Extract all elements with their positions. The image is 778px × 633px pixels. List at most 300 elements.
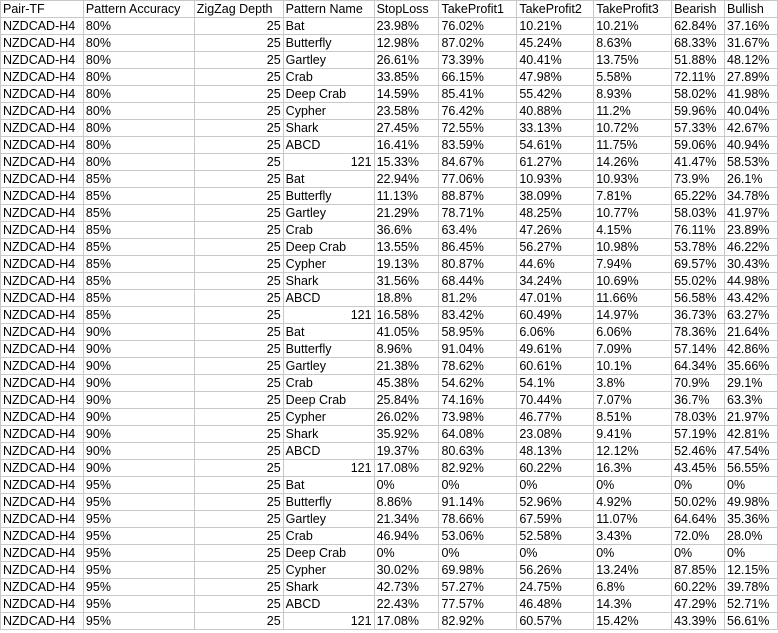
cell-bullish[interactable]: 28.0% (725, 528, 778, 545)
cell-bearish[interactable]: 51.88% (672, 52, 725, 69)
cell-takeprofit3[interactable]: 13.24% (594, 562, 672, 579)
cell-pair-tf[interactable]: NZDCAD-H4 (1, 290, 84, 307)
cell-pattern-name[interactable]: Cypher (283, 409, 374, 426)
cell-takeprofit2[interactable]: 40.88% (517, 103, 594, 120)
cell-pattern-accuracy[interactable]: 80% (83, 52, 194, 69)
cell-takeprofit3[interactable]: 6.06% (594, 324, 672, 341)
cell-zigzag-depth[interactable]: 25 (194, 120, 283, 137)
cell-takeprofit3[interactable]: 4.92% (594, 494, 672, 511)
cell-pattern-name[interactable]: Cypher (283, 103, 374, 120)
cell-zigzag-depth[interactable]: 25 (194, 596, 283, 613)
cell-zigzag-depth[interactable]: 25 (194, 154, 283, 171)
cell-pair-tf[interactable]: NZDCAD-H4 (1, 171, 84, 188)
cell-stoploss[interactable]: 46.94% (374, 528, 439, 545)
cell-takeprofit1[interactable]: 57.27% (439, 579, 517, 596)
cell-takeprofit3[interactable]: 7.81% (594, 188, 672, 205)
cell-pattern-name[interactable]: Bat (283, 171, 374, 188)
cell-takeprofit1[interactable]: 58.95% (439, 324, 517, 341)
cell-bearish[interactable]: 55.02% (672, 273, 725, 290)
cell-takeprofit2[interactable]: 56.27% (517, 239, 594, 256)
cell-stoploss[interactable]: 22.43% (374, 596, 439, 613)
cell-pattern-name[interactable]: Deep Crab (283, 545, 374, 562)
cell-takeprofit1[interactable]: 78.66% (439, 511, 517, 528)
cell-takeprofit3[interactable]: 13.75% (594, 52, 672, 69)
cell-pattern-accuracy[interactable]: 90% (83, 392, 194, 409)
cell-pattern-accuracy[interactable]: 85% (83, 273, 194, 290)
cell-pattern-accuracy[interactable]: 95% (83, 562, 194, 579)
cell-takeprofit2[interactable]: 54.1% (517, 375, 594, 392)
cell-pair-tf[interactable]: NZDCAD-H4 (1, 494, 84, 511)
cell-pattern-name[interactable]: Butterfly (283, 341, 374, 358)
cell-stoploss[interactable]: 23.58% (374, 103, 439, 120)
cell-takeprofit1[interactable]: 63.4% (439, 222, 517, 239)
cell-zigzag-depth[interactable]: 25 (194, 222, 283, 239)
cell-bearish[interactable]: 70.9% (672, 375, 725, 392)
cell-stoploss[interactable]: 11.13% (374, 188, 439, 205)
column-header-pattern-name[interactable]: Pattern Name (283, 1, 374, 18)
cell-takeprofit3[interactable]: 10.21% (594, 18, 672, 35)
cell-stoploss[interactable]: 23.98% (374, 18, 439, 35)
cell-pair-tf[interactable]: NZDCAD-H4 (1, 86, 84, 103)
cell-pattern-name[interactable]: Bat (283, 18, 374, 35)
cell-pattern-accuracy[interactable]: 90% (83, 341, 194, 358)
cell-bearish[interactable]: 57.14% (672, 341, 725, 358)
cell-bearish[interactable]: 78.36% (672, 324, 725, 341)
cell-bullish[interactable]: 29.1% (725, 375, 778, 392)
cell-pattern-name[interactable]: Cypher (283, 562, 374, 579)
cell-pattern-name[interactable]: ABCD (283, 290, 374, 307)
cell-takeprofit2[interactable]: 47.26% (517, 222, 594, 239)
cell-zigzag-depth[interactable]: 25 (194, 103, 283, 120)
cell-pattern-accuracy[interactable]: 85% (83, 307, 194, 324)
cell-zigzag-depth[interactable]: 25 (194, 477, 283, 494)
cell-takeprofit3[interactable]: 3.43% (594, 528, 672, 545)
cell-pattern-accuracy[interactable]: 85% (83, 222, 194, 239)
cell-takeprofit2[interactable]: 38.09% (517, 188, 594, 205)
cell-stoploss[interactable]: 8.96% (374, 341, 439, 358)
cell-bearish[interactable]: 52.46% (672, 443, 725, 460)
cell-zigzag-depth[interactable]: 25 (194, 528, 283, 545)
cell-pattern-name[interactable]: Shark (283, 579, 374, 596)
cell-takeprofit1[interactable]: 88.87% (439, 188, 517, 205)
cell-takeprofit1[interactable]: 73.98% (439, 409, 517, 426)
cell-bullish[interactable]: 63.27% (725, 307, 778, 324)
cell-pattern-name[interactable]: Gartley (283, 511, 374, 528)
column-header-stoploss[interactable]: StopLoss (374, 1, 439, 18)
cell-pair-tf[interactable]: NZDCAD-H4 (1, 256, 84, 273)
cell-stoploss[interactable]: 0% (374, 477, 439, 494)
cell-takeprofit1[interactable]: 85.41% (439, 86, 517, 103)
cell-bearish[interactable]: 72.11% (672, 69, 725, 86)
cell-pattern-accuracy[interactable]: 90% (83, 443, 194, 460)
cell-bearish[interactable]: 73.9% (672, 171, 725, 188)
cell-bearish[interactable]: 58.03% (672, 205, 725, 222)
cell-stoploss[interactable]: 15.33% (374, 154, 439, 171)
cell-bullish[interactable]: 39.78% (725, 579, 778, 596)
column-header-takeprofit1[interactable]: TakeProfit1 (439, 1, 517, 18)
cell-zigzag-depth[interactable]: 25 (194, 307, 283, 324)
cell-stoploss[interactable]: 45.38% (374, 375, 439, 392)
cell-bearish[interactable]: 87.85% (672, 562, 725, 579)
cell-takeprofit3[interactable]: 14.97% (594, 307, 672, 324)
cell-pair-tf[interactable]: NZDCAD-H4 (1, 443, 84, 460)
cell-pair-tf[interactable]: NZDCAD-H4 (1, 222, 84, 239)
cell-stoploss[interactable]: 21.38% (374, 358, 439, 375)
cell-stoploss[interactable]: 13.55% (374, 239, 439, 256)
cell-stoploss[interactable]: 41.05% (374, 324, 439, 341)
cell-bullish[interactable]: 0% (725, 545, 778, 562)
cell-takeprofit2[interactable]: 6.06% (517, 324, 594, 341)
cell-zigzag-depth[interactable]: 25 (194, 392, 283, 409)
cell-takeprofit1[interactable]: 74.16% (439, 392, 517, 409)
cell-takeprofit2[interactable]: 52.58% (517, 528, 594, 545)
cell-bullish[interactable]: 41.97% (725, 205, 778, 222)
cell-stoploss[interactable]: 16.58% (374, 307, 439, 324)
cell-takeprofit3[interactable]: 3.8% (594, 375, 672, 392)
cell-pattern-name[interactable]: Crab (283, 375, 374, 392)
cell-stoploss[interactable]: 35.92% (374, 426, 439, 443)
cell-takeprofit3[interactable]: 11.66% (594, 290, 672, 307)
cell-bearish[interactable]: 69.57% (672, 256, 725, 273)
cell-takeprofit2[interactable]: 40.41% (517, 52, 594, 69)
cell-takeprofit2[interactable]: 45.24% (517, 35, 594, 52)
cell-bearish[interactable]: 64.64% (672, 511, 725, 528)
cell-takeprofit3[interactable]: 10.69% (594, 273, 672, 290)
cell-stoploss[interactable]: 25.84% (374, 392, 439, 409)
cell-zigzag-depth[interactable]: 25 (194, 443, 283, 460)
cell-zigzag-depth[interactable]: 25 (194, 205, 283, 222)
cell-takeprofit2[interactable]: 34.24% (517, 273, 594, 290)
cell-takeprofit3[interactable]: 5.58% (594, 69, 672, 86)
cell-zigzag-depth[interactable]: 25 (194, 460, 283, 477)
cell-zigzag-depth[interactable]: 25 (194, 86, 283, 103)
cell-stoploss[interactable]: 26.02% (374, 409, 439, 426)
cell-takeprofit2[interactable]: 48.25% (517, 205, 594, 222)
cell-pair-tf[interactable]: NZDCAD-H4 (1, 409, 84, 426)
cell-bullish[interactable]: 40.94% (725, 137, 778, 154)
cell-takeprofit3[interactable]: 10.77% (594, 205, 672, 222)
cell-pair-tf[interactable]: NZDCAD-H4 (1, 137, 84, 154)
cell-pattern-accuracy[interactable]: 85% (83, 188, 194, 205)
cell-pattern-name[interactable]: 121 (283, 307, 374, 324)
cell-zigzag-depth[interactable]: 25 (194, 171, 283, 188)
cell-pair-tf[interactable]: NZDCAD-H4 (1, 52, 84, 69)
cell-bullish[interactable]: 46.22% (725, 239, 778, 256)
cell-bullish[interactable]: 37.16% (725, 18, 778, 35)
cell-pattern-name[interactable]: Shark (283, 426, 374, 443)
cell-bullish[interactable]: 49.98% (725, 494, 778, 511)
cell-pair-tf[interactable]: NZDCAD-H4 (1, 596, 84, 613)
cell-takeprofit1[interactable]: 81.2% (439, 290, 517, 307)
cell-takeprofit1[interactable]: 83.59% (439, 137, 517, 154)
cell-takeprofit1[interactable]: 0% (439, 545, 517, 562)
cell-zigzag-depth[interactable]: 25 (194, 375, 283, 392)
cell-bearish[interactable]: 59.96% (672, 103, 725, 120)
cell-pattern-accuracy[interactable]: 80% (83, 154, 194, 171)
cell-takeprofit2[interactable]: 10.21% (517, 18, 594, 35)
cell-pattern-name[interactable]: Shark (283, 120, 374, 137)
cell-zigzag-depth[interactable]: 25 (194, 545, 283, 562)
cell-zigzag-depth[interactable]: 25 (194, 358, 283, 375)
cell-stoploss[interactable]: 8.86% (374, 494, 439, 511)
cell-bullish[interactable]: 26.1% (725, 171, 778, 188)
cell-takeprofit1[interactable]: 80.87% (439, 256, 517, 273)
cell-takeprofit1[interactable]: 83.42% (439, 307, 517, 324)
cell-bearish[interactable]: 0% (672, 477, 725, 494)
cell-pattern-name[interactable]: Bat (283, 477, 374, 494)
cell-pattern-name[interactable]: 121 (283, 613, 374, 630)
cell-takeprofit3[interactable]: 8.93% (594, 86, 672, 103)
cell-pair-tf[interactable]: NZDCAD-H4 (1, 324, 84, 341)
cell-takeprofit1[interactable]: 76.02% (439, 18, 517, 35)
cell-bearish[interactable]: 78.03% (672, 409, 725, 426)
cell-bullish[interactable]: 56.61% (725, 613, 778, 630)
cell-bullish[interactable]: 34.78% (725, 188, 778, 205)
cell-pair-tf[interactable]: NZDCAD-H4 (1, 545, 84, 562)
cell-pair-tf[interactable]: NZDCAD-H4 (1, 613, 84, 630)
cell-zigzag-depth[interactable]: 25 (194, 35, 283, 52)
cell-bearish[interactable]: 56.58% (672, 290, 725, 307)
cell-pattern-accuracy[interactable]: 80% (83, 86, 194, 103)
cell-takeprofit3[interactable]: 15.42% (594, 613, 672, 630)
cell-pattern-accuracy[interactable]: 85% (83, 290, 194, 307)
cell-takeprofit3[interactable]: 14.3% (594, 596, 672, 613)
cell-stoploss[interactable]: 14.59% (374, 86, 439, 103)
cell-takeprofit2[interactable]: 46.77% (517, 409, 594, 426)
cell-pair-tf[interactable]: NZDCAD-H4 (1, 511, 84, 528)
cell-pattern-name[interactable]: Deep Crab (283, 239, 374, 256)
cell-pattern-name[interactable]: Crab (283, 222, 374, 239)
cell-pattern-accuracy[interactable]: 90% (83, 460, 194, 477)
cell-stoploss[interactable]: 27.45% (374, 120, 439, 137)
cell-pattern-accuracy[interactable]: 80% (83, 18, 194, 35)
cell-zigzag-depth[interactable]: 25 (194, 69, 283, 86)
cell-pattern-name[interactable]: Butterfly (283, 494, 374, 511)
cell-takeprofit2[interactable]: 61.27% (517, 154, 594, 171)
cell-takeprofit3[interactable]: 6.8% (594, 579, 672, 596)
cell-takeprofit1[interactable]: 86.45% (439, 239, 517, 256)
cell-bullish[interactable]: 35.66% (725, 358, 778, 375)
cell-pair-tf[interactable]: NZDCAD-H4 (1, 18, 84, 35)
cell-takeprofit1[interactable]: 82.92% (439, 613, 517, 630)
cell-takeprofit3[interactable]: 8.63% (594, 35, 672, 52)
column-header-bearish[interactable]: Bearish (672, 1, 725, 18)
cell-pair-tf[interactable]: NZDCAD-H4 (1, 205, 84, 222)
cell-pair-tf[interactable]: NZDCAD-H4 (1, 188, 84, 205)
cell-takeprofit2[interactable]: 10.93% (517, 171, 594, 188)
cell-bullish[interactable]: 31.67% (725, 35, 778, 52)
cell-takeprofit2[interactable]: 0% (517, 477, 594, 494)
cell-pair-tf[interactable]: NZDCAD-H4 (1, 392, 84, 409)
cell-stoploss[interactable]: 17.08% (374, 613, 439, 630)
cell-bearish[interactable]: 57.33% (672, 120, 725, 137)
cell-pattern-name[interactable]: ABCD (283, 443, 374, 460)
cell-takeprofit3[interactable]: 0% (594, 545, 672, 562)
cell-pattern-name[interactable]: Gartley (283, 205, 374, 222)
cell-bullish[interactable]: 35.36% (725, 511, 778, 528)
cell-zigzag-depth[interactable]: 25 (194, 256, 283, 273)
cell-pattern-accuracy[interactable]: 90% (83, 324, 194, 341)
cell-takeprofit1[interactable]: 77.06% (439, 171, 517, 188)
cell-pattern-accuracy[interactable]: 85% (83, 256, 194, 273)
column-header-takeprofit2[interactable]: TakeProfit2 (517, 1, 594, 18)
cell-takeprofit3[interactable]: 11.2% (594, 103, 672, 120)
cell-takeprofit3[interactable]: 10.1% (594, 358, 672, 375)
cell-takeprofit1[interactable]: 66.15% (439, 69, 517, 86)
cell-pattern-accuracy[interactable]: 95% (83, 579, 194, 596)
cell-takeprofit1[interactable]: 87.02% (439, 35, 517, 52)
cell-bearish[interactable]: 43.45% (672, 460, 725, 477)
cell-bearish[interactable]: 50.02% (672, 494, 725, 511)
cell-pair-tf[interactable]: NZDCAD-H4 (1, 426, 84, 443)
cell-stoploss[interactable]: 33.85% (374, 69, 439, 86)
cell-zigzag-depth[interactable]: 25 (194, 290, 283, 307)
cell-pair-tf[interactable]: NZDCAD-H4 (1, 35, 84, 52)
cell-takeprofit2[interactable]: 47.01% (517, 290, 594, 307)
cell-takeprofit3[interactable]: 0% (594, 477, 672, 494)
cell-bearish[interactable]: 41.47% (672, 154, 725, 171)
cell-takeprofit2[interactable]: 60.22% (517, 460, 594, 477)
cell-takeprofit3[interactable]: 7.94% (594, 256, 672, 273)
cell-pair-tf[interactable]: NZDCAD-H4 (1, 69, 84, 86)
cell-pattern-accuracy[interactable]: 80% (83, 35, 194, 52)
cell-takeprofit1[interactable]: 69.98% (439, 562, 517, 579)
cell-pair-tf[interactable]: NZDCAD-H4 (1, 154, 84, 171)
cell-zigzag-depth[interactable]: 25 (194, 426, 283, 443)
cell-takeprofit1[interactable]: 82.92% (439, 460, 517, 477)
cell-pair-tf[interactable]: NZDCAD-H4 (1, 375, 84, 392)
cell-bearish[interactable]: 53.78% (672, 239, 725, 256)
cell-takeprofit1[interactable]: 91.04% (439, 341, 517, 358)
cell-pattern-name[interactable]: ABCD (283, 137, 374, 154)
cell-takeprofit1[interactable]: 72.55% (439, 120, 517, 137)
cell-takeprofit3[interactable]: 10.72% (594, 120, 672, 137)
cell-bullish[interactable]: 41.98% (725, 86, 778, 103)
cell-pair-tf[interactable]: NZDCAD-H4 (1, 562, 84, 579)
cell-pattern-accuracy[interactable]: 85% (83, 171, 194, 188)
cell-pair-tf[interactable]: NZDCAD-H4 (1, 239, 84, 256)
cell-pair-tf[interactable]: NZDCAD-H4 (1, 358, 84, 375)
cell-zigzag-depth[interactable]: 25 (194, 579, 283, 596)
cell-pair-tf[interactable]: NZDCAD-H4 (1, 341, 84, 358)
cell-bullish[interactable]: 48.12% (725, 52, 778, 69)
cell-zigzag-depth[interactable]: 25 (194, 494, 283, 511)
cell-bullish[interactable]: 23.89% (725, 222, 778, 239)
column-header-pattern-accuracy[interactable]: Pattern Accuracy (83, 1, 194, 18)
cell-takeprofit2[interactable]: 60.57% (517, 613, 594, 630)
cell-stoploss[interactable]: 36.6% (374, 222, 439, 239)
cell-stoploss[interactable]: 21.29% (374, 205, 439, 222)
cell-bullish[interactable]: 56.55% (725, 460, 778, 477)
cell-pair-tf[interactable]: NZDCAD-H4 (1, 307, 84, 324)
cell-stoploss[interactable]: 19.37% (374, 443, 439, 460)
cell-bearish[interactable]: 36.7% (672, 392, 725, 409)
cell-bearish[interactable]: 43.39% (672, 613, 725, 630)
cell-bullish[interactable]: 42.86% (725, 341, 778, 358)
cell-pattern-accuracy[interactable]: 95% (83, 511, 194, 528)
cell-bearish[interactable]: 64.34% (672, 358, 725, 375)
cell-pattern-accuracy[interactable]: 95% (83, 494, 194, 511)
cell-pattern-accuracy[interactable]: 80% (83, 137, 194, 154)
cell-bearish[interactable]: 58.02% (672, 86, 725, 103)
cell-bearish[interactable]: 68.33% (672, 35, 725, 52)
cell-takeprofit3[interactable]: 11.75% (594, 137, 672, 154)
cell-takeprofit1[interactable]: 73.39% (439, 52, 517, 69)
column-header-takeprofit3[interactable]: TakeProfit3 (594, 1, 672, 18)
cell-stoploss[interactable]: 0% (374, 545, 439, 562)
cell-pair-tf[interactable]: NZDCAD-H4 (1, 273, 84, 290)
cell-pattern-name[interactable]: ABCD (283, 596, 374, 613)
cell-takeprofit1[interactable]: 68.44% (439, 273, 517, 290)
cell-takeprofit3[interactable]: 10.93% (594, 171, 672, 188)
cell-zigzag-depth[interactable]: 25 (194, 613, 283, 630)
cell-takeprofit3[interactable]: 8.51% (594, 409, 672, 426)
cell-bearish[interactable]: 0% (672, 545, 725, 562)
cell-pattern-accuracy[interactable]: 90% (83, 426, 194, 443)
cell-takeprofit2[interactable]: 33.13% (517, 120, 594, 137)
cell-takeprofit3[interactable]: 11.07% (594, 511, 672, 528)
cell-pair-tf[interactable]: NZDCAD-H4 (1, 579, 84, 596)
cell-pattern-name[interactable]: Shark (283, 273, 374, 290)
cell-pattern-name[interactable]: Butterfly (283, 35, 374, 52)
cell-takeprofit3[interactable]: 7.09% (594, 341, 672, 358)
cell-pattern-name[interactable]: 121 (283, 460, 374, 477)
cell-takeprofit1[interactable]: 91.14% (439, 494, 517, 511)
cell-takeprofit2[interactable]: 23.08% (517, 426, 594, 443)
cell-pattern-name[interactable]: Deep Crab (283, 86, 374, 103)
cell-zigzag-depth[interactable]: 25 (194, 239, 283, 256)
cell-pattern-accuracy[interactable]: 95% (83, 545, 194, 562)
cell-takeprofit1[interactable]: 80.63% (439, 443, 517, 460)
cell-pair-tf[interactable]: NZDCAD-H4 (1, 528, 84, 545)
cell-takeprofit2[interactable]: 48.13% (517, 443, 594, 460)
cell-bearish[interactable]: 62.84% (672, 18, 725, 35)
cell-pattern-accuracy[interactable]: 95% (83, 528, 194, 545)
cell-bullish[interactable]: 30.43% (725, 256, 778, 273)
cell-stoploss[interactable]: 30.02% (374, 562, 439, 579)
cell-pattern-accuracy[interactable]: 85% (83, 239, 194, 256)
cell-bullish[interactable]: 42.67% (725, 120, 778, 137)
cell-takeprofit2[interactable]: 46.48% (517, 596, 594, 613)
cell-zigzag-depth[interactable]: 25 (194, 137, 283, 154)
cell-bearish[interactable]: 60.22% (672, 579, 725, 596)
cell-stoploss[interactable]: 42.73% (374, 579, 439, 596)
cell-zigzag-depth[interactable]: 25 (194, 409, 283, 426)
cell-zigzag-depth[interactable]: 25 (194, 562, 283, 579)
cell-bullish[interactable]: 47.54% (725, 443, 778, 460)
column-header-bullish[interactable]: Bullish (725, 1, 778, 18)
cell-bullish[interactable]: 12.15% (725, 562, 778, 579)
cell-pair-tf[interactable]: NZDCAD-H4 (1, 460, 84, 477)
cell-bullish[interactable]: 43.42% (725, 290, 778, 307)
cell-takeprofit1[interactable]: 64.08% (439, 426, 517, 443)
cell-takeprofit1[interactable]: 54.62% (439, 375, 517, 392)
cell-zigzag-depth[interactable]: 25 (194, 18, 283, 35)
column-header-pair-tf[interactable]: Pair-TF (1, 1, 84, 18)
cell-bearish[interactable]: 65.22% (672, 188, 725, 205)
cell-stoploss[interactable]: 31.56% (374, 273, 439, 290)
cell-takeprofit2[interactable]: 54.61% (517, 137, 594, 154)
cell-stoploss[interactable]: 18.8% (374, 290, 439, 307)
cell-takeprofit2[interactable]: 67.59% (517, 511, 594, 528)
cell-pattern-accuracy[interactable]: 80% (83, 120, 194, 137)
cell-pair-tf[interactable]: NZDCAD-H4 (1, 120, 84, 137)
cell-takeprofit2[interactable]: 49.61% (517, 341, 594, 358)
cell-stoploss[interactable]: 21.34% (374, 511, 439, 528)
cell-pattern-accuracy[interactable]: 90% (83, 409, 194, 426)
cell-takeprofit1[interactable]: 78.71% (439, 205, 517, 222)
cell-zigzag-depth[interactable]: 25 (194, 188, 283, 205)
